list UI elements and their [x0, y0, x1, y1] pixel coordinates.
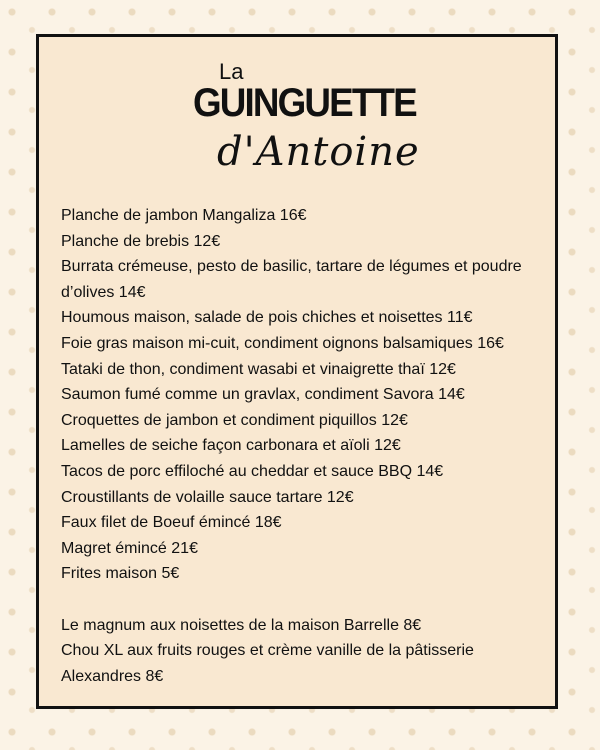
- menu-item: Tacos de porc effiloché au cheddar et sauce BBQ 14€: [61, 462, 444, 480]
- menu-item: Houmous maison, salade de pois chiches et noisettes 11€: [61, 309, 473, 327]
- menu-item: Croustillants de volaille sauce tartare 12€: [61, 488, 354, 506]
- logo-la: La: [219, 59, 244, 84]
- menu-item: Foie gras maison mi-cuit, condiment oignons balsamiques 16€: [61, 334, 504, 352]
- menu-card: [36, 34, 558, 709]
- menu-item: Saumon fumé comme un gravlax, condiment Savora 14€: [61, 386, 465, 404]
- menu-item: Faux filet de Boeuf émincé 18€: [61, 514, 282, 532]
- menu-item: Burrata crémeuse, pesto de basilic, tartare de légumes et poudre d’olives 14€: [61, 258, 522, 301]
- menu-item: Lamelles de seiche façon carbonara et aïoli 12€: [61, 437, 401, 455]
- dessert-item: Le magnum aux noisettes de la maison Barrelle 8€: [61, 616, 422, 634]
- menu-item: Magret émincé 21€: [61, 539, 198, 557]
- logo-guinguette: GUINGUETTE: [193, 81, 416, 125]
- logo-antoine: d'Antoine: [217, 129, 420, 175]
- menu-item: Frites maison 5€: [61, 565, 180, 583]
- menu-item: Tataki de thon, condiment wasabi et vinaigrette thaï 12€: [61, 360, 456, 378]
- menu-item: Croquettes de jambon et condiment piquillos 12€: [61, 411, 408, 429]
- section-spacer: [61, 587, 546, 613]
- restaurant-logo: [189, 57, 419, 207]
- menu-list: [61, 203, 546, 689]
- menu-item: Planche de brebis 12€: [61, 232, 221, 250]
- dessert-item: Chou XL aux fruits rouges et crème vanille de la pâtisserie Alexandres 8€: [61, 642, 474, 685]
- menu-item: Planche de jambon Mangaliza 16€: [61, 207, 307, 224]
